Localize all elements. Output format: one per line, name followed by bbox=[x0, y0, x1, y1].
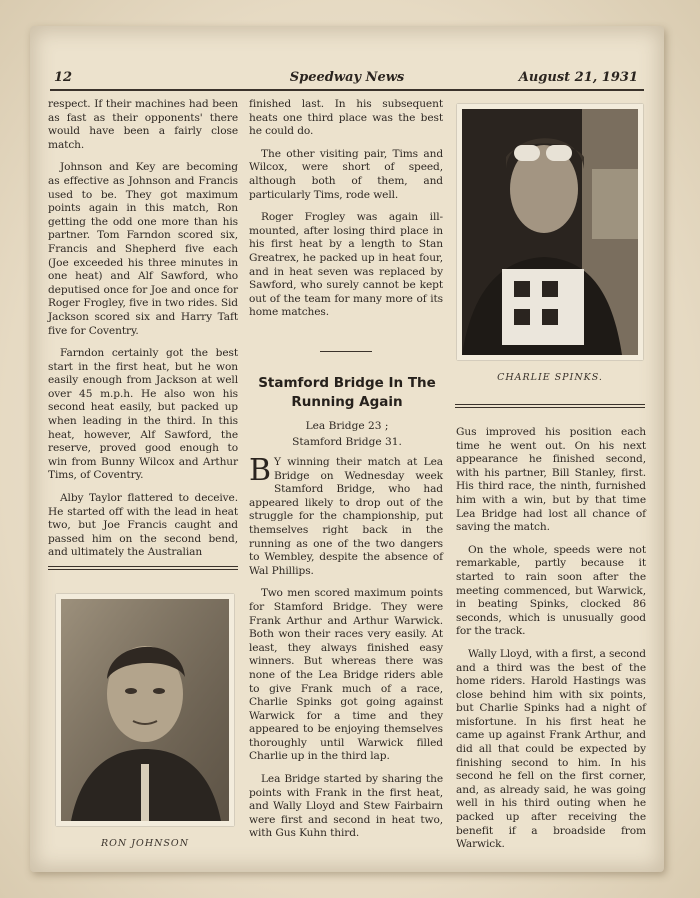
column-3-text bbox=[456, 426, 646, 861]
header-rule bbox=[50, 89, 644, 91]
rider-portrait-icon bbox=[462, 109, 638, 355]
section-divider bbox=[455, 404, 645, 405]
article-headline: Stamford Bridge In The Running Again bbox=[258, 375, 436, 410]
issue-date: August 21, 1931 bbox=[518, 70, 638, 85]
paragraph: Gus improved his position each time he went out. On his next appearance he finished second, with his partner, Bill Stanley, first. His third race, the ninth, furnished him with a win, but by that time Lea Bridge had lost all chance of saving the match. bbox=[456, 426, 646, 534]
portrait-image bbox=[462, 109, 638, 355]
caption-charlie-spinks: CHARLIE SPINKS. bbox=[497, 372, 603, 383]
article-divider bbox=[320, 351, 372, 352]
paragraph bbox=[249, 453, 443, 578]
column-1-text bbox=[48, 98, 238, 569]
article-body bbox=[249, 453, 443, 850]
paragraph: finished last. In his subsequent heats one third place was the best he could do. bbox=[249, 98, 443, 138]
dropcap: B bbox=[249, 453, 271, 488]
paragraph: Roger Frogley was again ill-mounted, after losing third place in his first heat by a length to Stan Greatrex, he packed up in heat four, and in heat seven was replaced by Sawford, who surely cannot be kept out of the team for many more of its home matches. bbox=[249, 211, 443, 319]
photo-charlie-spinks bbox=[457, 104, 643, 360]
paragraph: Farndon certainly got the best start in the first heat, but he won easily enough from Jackson at well over 45 m.p.h. He also won his second heat easily, but packed up when leading in the third. In this heat, however, Alf Sawford, the reserve, proved good enough to win from Bunny Wilcox and Arthur Tims, of Coventry. bbox=[48, 347, 238, 482]
section-divider bbox=[48, 566, 238, 567]
score-line-2: Stamford Bridge 31. bbox=[292, 436, 402, 448]
paragraph: Lea Bridge started by sharing the points with Frank in the first heat, and Wally Lloyd and Stew Fairbairn were first and second in heat two, with Gus Kuhn third. bbox=[249, 773, 443, 840]
paragraph: Two men scored maximum points for Stamford Bridge. They were Frank Arthur and Arthur Warwick. Both won their races very easily. At least, they always finished easy winners. But whereas there was none of the Lea Bridge riders able to give Frank much of a race, Charlie Spinks got going against Warwick for a time and they appeared to be enjoying themselves thoroughly until Warwick filled Charlie up in the third lap. bbox=[249, 587, 443, 763]
portrait-image bbox=[61, 599, 229, 821]
section-divider bbox=[455, 407, 645, 408]
score-line-1: Lea Bridge 23 ; bbox=[305, 420, 389, 432]
page-header bbox=[50, 66, 644, 88]
first-paragraph-text: Y winning their match at Lea Bridge on Wednesday week Stamford Bridge, who had appeared likely to drop out of the struggle for the championship, put themselves right back in the running as one of the two dangers to Wembley, despite the absence of Wal Phillips. bbox=[249, 456, 443, 577]
paragraph: The other visiting pair, Tims and Wilcox, were short of speed, although both of them, and particularly Tims, rode well. bbox=[249, 147, 443, 201]
portrait-icon bbox=[61, 599, 229, 821]
paragraph: On the whole, speeds were not remarkable, partly because it started to rain soon after the meeting commenced, but Warwick, in beating Spinks, clocked 86 seconds, which is unusually good for the track. bbox=[456, 543, 646, 638]
section-divider bbox=[48, 569, 238, 570]
column-2-text bbox=[249, 98, 443, 329]
paragraph: Johnson and Key are becoming as effective as Johnson and Francis used to be. They got maximum points again in this match, Ron getting the odd one more than his partner. Tom Farndon scored six, Francis and Shepherd five each (Joe exceeded his three minutes in one heat) and Alf Sawford, who deputised once for Joe and once for Roger Frogley, five in two rides. Sid Jackson scored six and Harry Taft five for Coventry. bbox=[48, 161, 238, 337]
paragraph: Alby Taylor flattered to deceive. He started off with the lead in heat two, but Joe Francis caught and passed him on the second bend, and ultimately the Australian bbox=[48, 492, 238, 559]
caption-ron-johnson: RON JOHNSON bbox=[100, 838, 190, 849]
paragraph: respect. If their machines had been as fast as their opponents' there would have been a fairly close match. bbox=[48, 98, 238, 151]
photo-ron-johnson bbox=[56, 594, 234, 826]
page-number: 12 bbox=[54, 70, 73, 85]
paragraph: Wally Lloyd, with a first, a second and a third was the best of the home riders. Harold Hastings was close behind him with six points, but Charlie Spinks had a night of misfortune. In his first heat he came up against Frank Arthur, and did all that could be expected by finishing second to him. In his second he fell on the first corner, and, as already said, he was going well in his third outing when he packed up after receiving the benefit if a broadside from Warwick. bbox=[456, 647, 646, 851]
publication-title: Speedway News bbox=[289, 70, 405, 85]
